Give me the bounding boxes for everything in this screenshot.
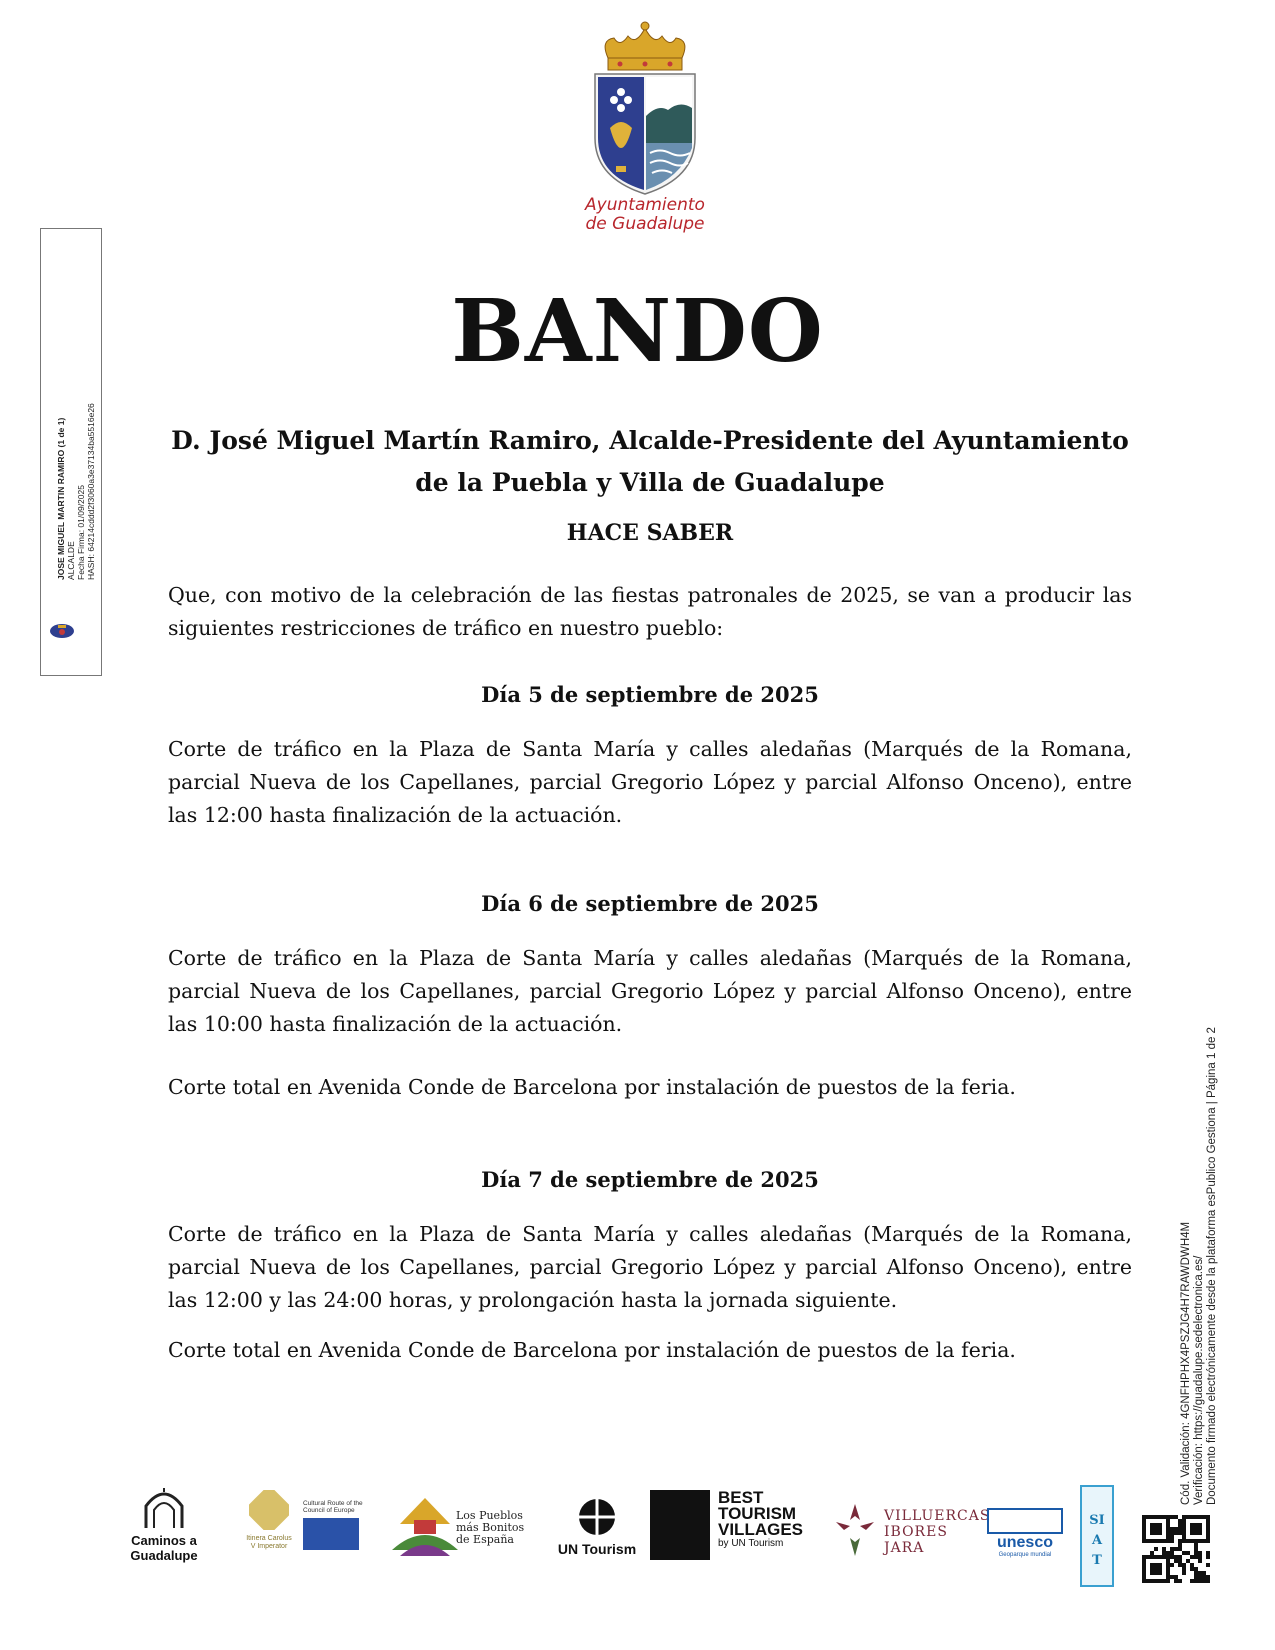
day-paragraph: Corte total en Avenida Conde de Barcelona por instalación de puestos de la feria.: [168, 1075, 1016, 1099]
eu-flag-icon: [303, 1518, 359, 1550]
verification-note: Documento firmado electrónicamente desde la plataforma esPublico Gestiona | Página 1 de 2: [1206, 1027, 1218, 1505]
day-paragraph: Corte de tráfico en la Plaza de Santa María y calles aledañas (Marqués de la Romana, parcial Nueva de los Capellanes, parcial Gregorio López y parcial Alfonso Onceno), entre las 12:00 y las 24:00 horas, y prolongación hasta la jornada siguiente.: [168, 1222, 1132, 1312]
siat-text: SIA T: [1089, 1513, 1105, 1568]
siat-badge: [1080, 1485, 1114, 1587]
signature-role: ALCALDE: [66, 541, 76, 580]
best-tourism-line2: TOURISM: [718, 1504, 797, 1523]
best-tourism-line3: VILLAGES: [718, 1520, 804, 1539]
pueblos-bonitos-logo: [390, 1490, 530, 1568]
council-europe-text: Cultural Route of the Council of Europe: [303, 1500, 363, 1514]
caminos-guadalupe-text: Caminos a Guadalupe: [130, 1533, 198, 1563]
villuercas-logo: [884, 1508, 991, 1568]
best-tourism-line1: BEST: [718, 1488, 764, 1507]
carolus-emblem-icon: [249, 1490, 289, 1530]
carolus-logo: [244, 1490, 294, 1564]
intro-paragraph: Que, con motivo de la celebración de las fiestas patronales de 2025, se van a producir las siguientes restricciones de tráfico en nuestro pueblo:: [168, 583, 1132, 640]
un-tourism-icon: [578, 1498, 616, 1536]
pueblos-house-icon: [390, 1490, 460, 1560]
unesco-temple-icon: [987, 1508, 1063, 1534]
villuercas-line3: JARA: [884, 1540, 925, 1556]
best-tourism-logo: [718, 1490, 818, 1566]
verification-url[interactable]: Verificación: https://guadalupe.sedelectronica.es/: [1193, 1255, 1205, 1505]
day-heading: Día 7 de septiembre de 2025: [481, 1167, 819, 1192]
best-tourism-by: by UN Tourism: [718, 1538, 784, 1549]
document-title: BANDO: [451, 281, 824, 382]
unesco-logo: [985, 1508, 1065, 1568]
un-tourism-logo: [556, 1498, 638, 1568]
day-heading: Día 5 de septiembre de 2025: [481, 682, 819, 707]
signature-hash: HASH: 64214cddd2f3060a3e37134ba5516e26: [86, 403, 96, 580]
verification-code: Cód. Validación: 4GNFHPHX4PSZJG4H7RAWDWH4M: [1180, 1221, 1192, 1505]
crest-caption-line1: Ayuntamiento: [585, 195, 705, 215]
unesco-subtext: Geoparque mundial: [998, 1552, 1052, 1558]
villuercas-emblem-icon: [826, 1498, 884, 1562]
municipal-crest-logo: [590, 18, 700, 198]
carolus-text: Itinera Carolus V Imperator: [246, 1535, 292, 1550]
caminos-guadalupe-logo: [108, 1488, 220, 1568]
signature-name: JOSE MIGUEL MARTIN RAMIRO (1 de 1): [56, 417, 66, 580]
signature-crest-icon: [48, 622, 76, 640]
villuercas-line1: VILLUERCAS: [884, 1508, 991, 1524]
villuercas-line2: IBORES: [884, 1524, 948, 1540]
unesco-text: unesco: [996, 1534, 1053, 1551]
council-europe-logo: [303, 1500, 365, 1562]
day-heading: Día 6 de septiembre de 2025: [481, 891, 819, 916]
qr-code-icon[interactable]: [1142, 1515, 1210, 1583]
un-tourism-text: UN Tourism: [557, 1541, 637, 1557]
issuer-line2: de la Puebla y Villa de Guadalupe: [415, 468, 885, 497]
arch-icon: [140, 1488, 188, 1528]
hace-saber-heading: HACE SABER: [566, 520, 734, 546]
signature-text: [56, 220, 96, 580]
day-paragraph: Corte total en Avenida Conde de Barcelona por instalación de puestos de la feria.: [168, 1338, 1016, 1362]
verification-text: [1180, 985, 1219, 1505]
best-tourism-emblem-icon: [650, 1490, 710, 1560]
crest-caption: [560, 196, 730, 234]
day-paragraph: Corte de tráfico en la Plaza de Santa María y calles aledañas (Marqués de la Romana, parcial Nueva de los Capellanes, parcial Gregorio López y parcial Alfonso Onceno), entre las 12:00 hasta finalización de la actuación.: [168, 737, 1132, 827]
issuer: [160, 420, 1140, 504]
pueblos-bonitos-text: Los Pueblos más Bonitos de España: [456, 1509, 525, 1546]
day-paragraph: Corte de tráfico en la Plaza de Santa María y calles aledañas (Marqués de la Romana, parcial Nueva de los Capellanes, parcial Gregorio López y parcial Alfonso Onceno), entre las 10:00 hasta finalización de la actuación.: [168, 946, 1132, 1036]
issuer-line1: D. José Miguel Martín Ramiro, Alcalde-Presidente del Ayuntamiento: [171, 426, 1129, 455]
signature-date: Fecha Firma: 01/09/2025: [76, 485, 86, 580]
crest-caption-line2: de Guadalupe: [585, 214, 705, 234]
